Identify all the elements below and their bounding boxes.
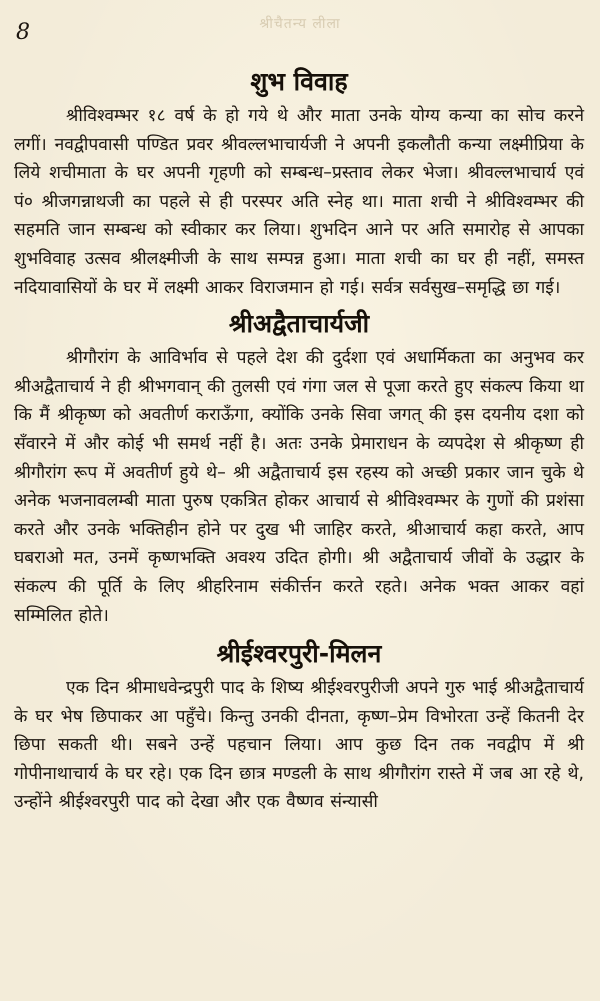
section-shubh-vivah [14,62,584,302]
section-advaitacharya [14,304,584,630]
page-number: 8 [16,20,30,45]
section-paragraph: एक दिन श्रीमाधवेन्द्रपुरी पाद के शिष्य श्रीईश्वरपुरीजी अपने गुरु भाई श्रीअद्वैताचार्य के घर भेष छिपाकर आ पहुँचे। किन्तु उनकी दीनता, कृष्ण–प्रेम विभोरता उन्हें कितनी देर छिपा सकती थी। सबने उन्हें पहचान लिया। आप कुछ दिन तक नवद्वीप में श्री गोपीनाथाचार्य के घर रहे। एक दिन छात्र मण्डली के साथ श्रीगौरांग रास्ते में जब आ रहे थे, उन्होंने श्रीईश्वरपुरी पाद को देखा और एक वैष्णव संन्यासी [14,678,584,813]
page-content [14,62,584,817]
section-ishvarpuri-milan [14,634,584,817]
running-header: श्रीचैतन्य लीला [259,16,341,32]
section-paragraph: श्रीविश्वम्भर १८ वर्ष के हो गये थे और माता उनके योग्य कन्या का सोच करने लगीं। नवद्वीपवासी पण्डित प्रवर श्रीवल्लभाचार्यजी ने अपनी इकलौती कन्या लक्ष्मीप्रिया के लिये शचीमाता के घर अपनी गृहणी को सम्बन्ध–प्रस्ताव लेकर भेजा। श्रीवल्लभाचार्य एवं पं० श्रीजगन्नाथजी का पहले से ही परस्पर अति स्नेह था। माता शची ने श्रीविश्वम्भर की सहमति जान सम्बन्ध को स्वीकार कर लिया। शुभदिन आने पर अति समारोह से आपका शुभविवाह उत्सव श्रीलक्ष्मीजी के साथ सम्पन्न हुआ। माता शची का घर ही नहीं, समस्त नदियावासियों के घर में लक्ष्मी आकर विराजमान हो गई। सर्वत्र सर्वसुख–समृद्धि छा गई। [14,106,584,298]
section-heading: शुभ विवाह [250,67,348,96]
section-heading: श्रीईश्वरपुरी-मिलन [216,639,382,669]
section-heading: श्रीअद्वैताचार्यजी [228,309,370,339]
section-paragraph: श्रीगौरांग के आविर्भाव से पहले देश की दुर्दशा एवं अधार्मिकता का अनुभव कर श्रीअद्वैताचार्य ने ही श्रीभगवान् की तुलसी एवं गंगा जल से पूजा करते हुए संकल्प किया था कि मैं श्रीकृष्ण को अवतीर्ण कराऊँगा, क्योंकि उनके सिवा जगत् की इस दयनीय दशा को सँवारने में और कोई भी समर्थ नहीं है। अतः उनके प्रेमाराधन के व्यपदेश से श्रीकृष्ण ही श्रीगौरांग रूप में अवतीर्ण हुये थे– श्री अद्वैताचार्य इस रहस्य को अच्छी प्रकार जान चुके थे अनेक भजनावलम्बी माता पुरुष एकत्रित होकर आचार्य से श्रीविश्वम्भर के गुणों की प्रशंसा करते और उनके भक्तिहीन होने पर दुख भी जाहिर करते, श्रीआचार्य कहा करते, आप घबराओ मत, उनमें कृष्णभक्ति अवश्य उदित होगी। श्री अद्वैताचार्य जीवों के उद्धार के संकल्प की पूर्ति के लिए श्रीहरिनाम संकीर्त्तन करते रहते। अनेक भक्त आकर वहां सम्मिलित होते। [14,348,584,626]
